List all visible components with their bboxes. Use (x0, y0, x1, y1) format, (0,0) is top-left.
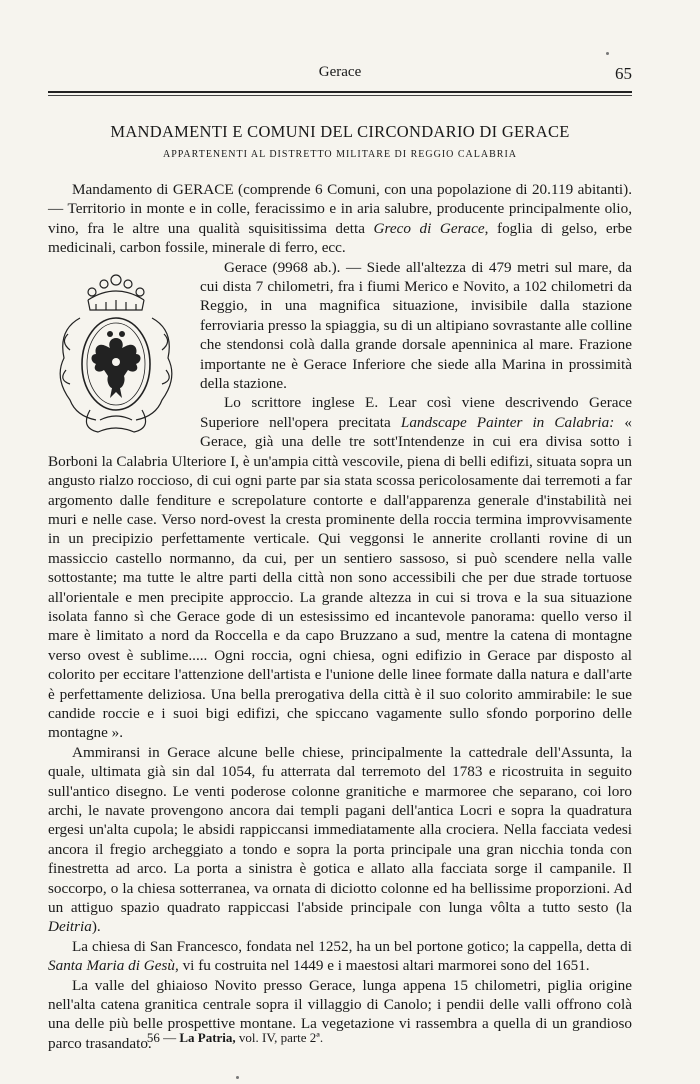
text-run-italic: Santa Maria di Gesù (48, 957, 175, 975)
section-subheading: APPARTENENTI AL DISTRETTO MILITARE DI REGGIO CALABRIA (163, 149, 517, 160)
coat-of-arms-eagle-icon (40, 260, 192, 438)
paragraph-mandamento (48, 180, 632, 258)
body-text (48, 180, 632, 1053)
running-head (48, 64, 632, 86)
paragraph-san-francesco (48, 937, 632, 976)
text-run: ). (91, 918, 101, 936)
running-head-title: Gerace (318, 64, 362, 80)
text-run: La chiesa di San Francesco, fondata nel 1252, ha un bel portone gotico; la cappella, detta di (72, 937, 632, 955)
text-run: , vi fu costruita nel 1449 e i maestosi altari marmorei sono del 1651. (174, 957, 590, 975)
text-run-italic: Deitria (48, 918, 92, 936)
paragraph-cattedrale (48, 743, 632, 937)
page-number: 65 (615, 64, 632, 83)
text-run: Lo scrittore inglese E. Lear così viene descrivendo Gerace Superiore nell'opera precitata (200, 394, 632, 431)
text-run-italic: Greco di Gerace (373, 219, 485, 237)
text-run: GERACE (172, 181, 234, 198)
footer-text: vol. IV, parte 2ª. (235, 1030, 324, 1045)
page-speck (606, 52, 609, 55)
footer-signature (48, 1030, 632, 1046)
paragraph-gerace: Gerace (9968 ab.). — Siede all'altezza di 479 metri sul mare, da cui dista 7 chilometri, fra i fiumi Merico e Novito, a 102 chilometri da Reggio, in una magnifica situazione, invisibile dalla stazione ferroviaria presso la spiaggia, su di un altipiano sovrastante alle colline che stendonsi colà dalla grande dorsale apenninica al mare. Frazione importante ne è Gerace Inferiore che siede alla Marina in prossimità della stazione. (200, 258, 632, 393)
paragraph-lear (48, 393, 632, 742)
header-rule (48, 91, 632, 93)
text-run: « Gerace, già una delle tre sott'Intendenze in cui era divisa sotto i Borboni la Calabria Ulteriore I, è un'ampia città vescovile, piena di belli edifizi, situata sopra un angusto rialzo roccioso, di cui ogni parte par sia stata scossa pericolosamente dai terremoti a far argomento dalle fenditure e screpolature contorte e dall'apparenza generale d'instabilità nei muri e nelle case. Verso nord-ovest la cresta prominente della roccia termina improvvisamente in un precipizio perfettamente verticale. Qui veggonsi le annerite crollanti rovine di un massiccio castello normanno, da cui, per un sentiero sassoso, si può scendere nella valle sottostante; ma tutte le altre parti della città non sono accessibili che per due strade tortuose all'orientale e men precipite approccio. La grande altezza in cui si trova e la sua situazione isolata fanno sì che Gerace gode di un estesissimo ed incantevole panorama: quello verso il mare è limitato a nord da Roccella e da capo Bruzzano a sud, mentre la catena di montagne verso ovest è sublime..... Ogni roccia, ogni chiesa, ogni edifizio in Gerace par disposto al colorito per eccitare l'attenzione dell'artista e l'unione delle linee formate dalla natura e dall'arte è perfettamente deliziosa. Una bella prerogativa della città è il suo colorito ammirabile: le sue candide roccie e i suoi bigi edifizi, che spiccano vagamente sullo sfondo porporino delle montagne ». (48, 413, 633, 742)
section-heading: MANDAMENTI E COMUNI DEL CIRCONDARIO DI GERACE (110, 122, 570, 141)
page-speck (236, 1076, 239, 1079)
text-run: , foglia di gelso, erbe medicinali, carbon fossile, minerale di ferro, ecc. (48, 219, 632, 257)
footer-journal: La Patria, (179, 1030, 236, 1045)
text-run: Ammiransi in Gerace alcune belle chiese, principalmente la cattedrale dell'Assunta, la quale, ultimata già sin dal 1054, fu atterrata dal terremoto del 1783 e ricostruita in seguito sull'antico disegno. Le venti poderose colonne granitiche e marmoree che separano, coi loro archi, le navate provengono ancora dai templi pagani dell'antica Locri e sopra la quadratura ergesi un'alta cupola; le absidi rappiccansi immediatamente alla crociera. Nella facciata vedesi ancora il fregio archeggiato a tondo e sopra la porta principale una gran nicchia tonda con finestretta ad arco. La porta a sinistra è gotica e allato alla facciata sorge il campanile. Il soccorpo, o la chiesa sotterranea, va ornata di diciotto colonne ed ha bellissime proporzioni. Ad un attiguo spazio quadrato rappiccasi l'abside principale con lunga vôlta a tutto sesto (la (48, 743, 632, 917)
header-rule-thin (48, 95, 632, 96)
text-run-italic: Landscape Painter in Calabria: (400, 413, 615, 431)
paragraph-novito: La valle del ghiaioso Novito presso Gerace, lunga appena 15 chilometri, piglia origine nell'alta catena granitica centrale sopra il villaggio di Canolo; i pendii delle valli offrono colà una delle più belle prospettive montane. La vegetazione vi rassembra a quella di un grandioso parco trasandato. (48, 976, 632, 1052)
text-run: (comprende 6 Comuni, con una popolazione di 20.119 abitanti). — Territorio in monte e in colle, feracissimo e in aria salubre, producente principalmente olio, vino, fra le altre una qualità squisitissima detta (48, 181, 633, 237)
text-run: Mandamento di (72, 181, 173, 198)
footer-text: 56 — (146, 1030, 180, 1045)
